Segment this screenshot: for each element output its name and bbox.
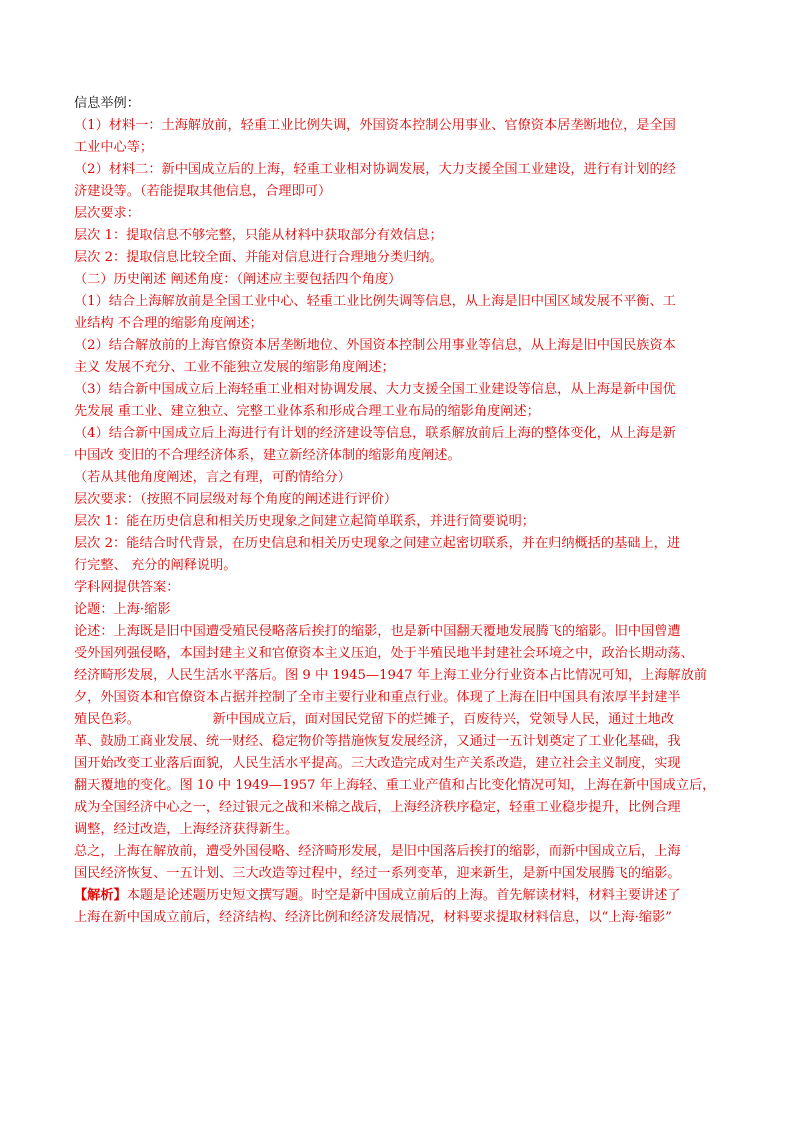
- text-line: 行完整、 充分的阐释说明。: [74, 558, 237, 573]
- text-line: 业结构 不合理的缩影角度阐述；: [74, 316, 263, 331]
- text-line: 论述：上海既是旧中国遭受殖民侵略落后挨打的缩影，也是新中国翻天覆地发展腾飞的缩影。旧中国曾遭: [74, 624, 681, 639]
- text-line: 层次要求：（按照不同层级对每个角度的阐述进行评价）: [74, 492, 398, 507]
- text-line: 国民经济恢复、一五计划、三大改造等过程中，经过一系列变革，迎来新生，是新中国发展腾飞的缩影。: [74, 866, 681, 881]
- text-line: 先发展 重工业、建立独立、完整工业体系和形成合理工业布局的缩影角度阐述；: [74, 404, 540, 419]
- text-line: （1）材料一：土海解放前，轻重工业比例失调，外国资本控制公用事业、官僚资本居垄断地位，是全国: [74, 118, 676, 133]
- text-line: 殖民色彩。 新中国成立后，面对国民党留下的烂摊子，百废待兴，党领导人民，通过土地改: [74, 712, 675, 727]
- text-line: 主义 发展不充分、工业不能独立发展的缩影角度阐述；: [74, 360, 395, 375]
- text-line: （若从其他角度阐述，言之有理，可酌情给分）: [74, 470, 351, 485]
- analysis-line: 上海在新中国成立前后，经济结构、经济比例和经济发展情况，材料要求提取材料信息，以“上海·缩影”: [74, 910, 672, 925]
- text-line: 层次 2：能结合时代背景，在历史信息和相关历史现象之间建立起密切联系，并在归纳概括的基础上，进: [74, 536, 681, 551]
- text-line: 成为全国经济中心之一，经过银元之战和米棉之战后，上海经济秩序稳定，轻重工业稳步提升，比例合理: [74, 800, 681, 815]
- text-line: （4）结合新中国成立后上海进行有计划的经济建设等信息，联系解放前后上海的整体变化，从上海是新: [74, 426, 676, 441]
- text-line: 经济畸形发展，人民生活水平落后。图 9 中 1945—1947 年上海工业分行业资本占比情况可知，上海解放前: [74, 668, 707, 683]
- text-line: （1）结合上海解放前是全国工业中心、轻重工业比例失调等信息，从上海是旧中国区域发展不平衡、工: [74, 294, 676, 309]
- text-line: 济建设等。（若能提取其他信息，合理即可）: [74, 184, 332, 199]
- text-line: 工业中心等；: [74, 140, 154, 155]
- text-line: 信息举例：: [74, 96, 140, 111]
- text-line: 中国改 变旧的不合理经济体系，建立新经济体制的缩影角度阐述。: [74, 448, 461, 463]
- analysis-text: 本题是论述题历史短文撰写题。时空是新中国成立前后的上海。首先解读材料，材料主要讲述了: [126, 888, 681, 903]
- text-line: 层次 1：提取信息不够完整，只能从材料中获取部分有效信息；: [74, 228, 443, 243]
- text-line: 总之，上海在解放前，遭受外国侵略、经济畸形发展，是旧中国落后挨打的缩影，而新中国成立后，上海: [74, 844, 681, 859]
- text-line: 受外国列强侵略，本国封建主义和官僚资本主义压迫，处于半殖民地半封建社会环境之中，政治长期动荡、: [74, 646, 694, 661]
- text-line: 调整，经过改造，上海经济获得新生。: [74, 822, 299, 837]
- analysis-tag: 【解析】: [74, 888, 127, 903]
- text-line: 国开始改变工业落后面貌，人民生活水平提高。三大改造完成对生产关系改造，建立社会主义制度，实现: [74, 756, 681, 771]
- text-line: 层次 2：提取信息比较全面、并能对信息进行合理地分类归纳。: [74, 250, 443, 265]
- text-line: （二）历史阐述 阐述角度：（阐述应主要包括四个角度）: [74, 272, 402, 287]
- text-line: （2）结合解放前的上海官僚资本居垄断地位、外国资本控制公用事业等信息，从上海是旧中国民族资本: [74, 338, 676, 353]
- text-line: 学科网提供答案：: [74, 580, 180, 595]
- analysis-line: [74, 885, 730, 907]
- document-body: [74, 93, 730, 929]
- text-line: 层次要求：: [74, 206, 140, 221]
- text-line: 夕，外国资本和官僚资本占据并控制了全市主要行业和重点行业。体现了上海在旧中国具有浓厚半封建半: [74, 690, 681, 705]
- text-line: 革、鼓励工商业发展、统一财经、稳定物价等措施恢复发展经济，又通过一五计划奠定了工业化基础，我: [74, 734, 681, 749]
- text-line: 论题：上海·缩影: [74, 602, 171, 617]
- text-line: （3）结合新中国成立后上海轻重工业相对协调发展、大力支援全国工业建设等信息，从上海是新中国优: [74, 382, 676, 397]
- text-line: （2）材料二：新中国成立后的上海，轻重工业相对协调发展，大力支援全国工业建设，进行有计划的经: [74, 162, 676, 177]
- text-line: 翻天覆地的变化。图 10 中 1949—1957 年上海轻、重工业产值和占比变化情况可知，上海在新中国成立后，: [74, 778, 716, 793]
- text-line: 层次 1：能在历史信息和相关历史现象之间建立起简单联系，并进行简要说明；: [74, 514, 535, 529]
